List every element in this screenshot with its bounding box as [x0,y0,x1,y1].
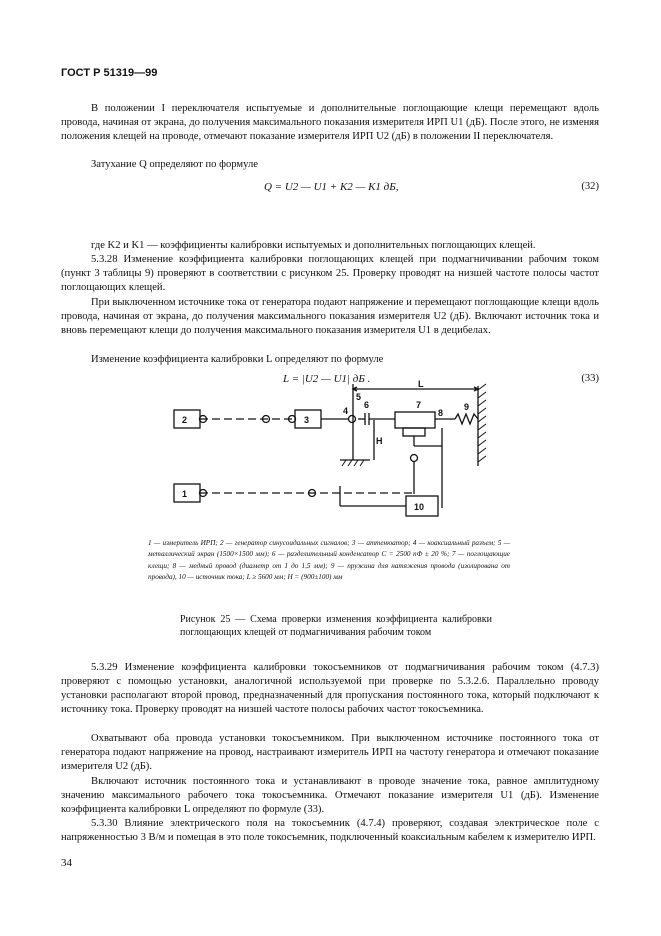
diagram-label-9: 9 [464,402,470,412]
diagram-label-2: 2 [182,415,188,425]
formula-33: L = |U2 — U1| дБ . [283,373,371,385]
diagram-label-4: 4 [343,406,349,416]
diagram-label-7: 7 [416,400,422,410]
formula-32: Q = U2 — U1 + K2 — K1 дБ, [264,181,399,193]
paragraph-1: В положении I переключателя испытуемые и дополнительные поглощающие клещи перемещают вдоль провода, начиная от экрана, до получения максимального показания измерителя ИРП U1 (дБ). После этого, не изменяя положения клещей на проводе, отмечают показание измерителя ИРП U2 (дБ) в положении II переключателя. [61,103,599,143]
paragraph-7: 5.3.29 Изменение коэффициента калибровки токосъемников от подмагничивания рабочим током (4.7.3) проверяют с помощью установки, аналогичной используемой при проверке по 5.3.2.6. Параллельно проводу установки располагают второй провод, предназначенный для пропускания постоянного тока, который подключают к источнику тока. Проверку проводят на низшей частоте полосы рабочих частот токосъемника. [61,662,599,716]
equation-number-32: (32) [581,181,599,192]
diagram-label-6: 6 [364,400,370,410]
diagram-label-1: 1 [182,489,188,499]
diagram-label-10: 10 [414,502,425,512]
paragraph-10: 5.3.30 Влияние электрического поля на токосъемник (4.7.4) проверяют, создавая электрическое поле с напряженностью 3 В/м и помещая в это поле токосъемник, подключенный коаксиальным кабелем к измерителю ИРП. [61,818,599,844]
diagram-label-H: H [376,436,383,446]
paragraph-2: Затухание Q определяют по формуле [91,159,258,170]
paragraph-5: При выключенном источнике тока от генератора подают напряжение и перемещают поглощающие клещи вдоль провода, начиная от экрана, до получения максимального показания измерителя U2 (дБ). Включают источник тока и вновь перемещают клещи до получения максимального показания измерителя U1 в децибелах. [61,297,599,337]
paragraph-4: 5.3.28 Изменение коэффициента калибровки поглощающих клещей при подмагничивании рабочим током (пункт 3 таблицы 9) проверяют в соответствии с рисунком 25. Проверку проводят на низшей частоте полосы частот поглощающих клещей. [61,254,599,294]
test-setup-diagram [160,380,500,530]
paragraph-9: Включают источник постоянного тока и устанавливают в проводе значение тока, равное амплитудному значению максимального рабочего тока токосъемника. Отмечают показание измерителя U1 (дБ). Изменение коэффициента калибровки L определяют по формуле (33). [61,776,599,816]
paragraph-3: где K2 и K1 — коэффициенты калибровки испытуемых и дополнительных поглощающих клещей. [91,240,536,251]
diagram-label-5: 5 [356,392,362,402]
figure-legend: 1 — измеритель ИРП; 2 — генератор синусоидальных сигналов; 3 — аттенюатор; 4 — коаксиальный разъем; 5 — металлический экран (1500×1500 мм); 6 — разделительный конденсатор C = 2500 пФ ± 20 %; 7 — поглощающие клещи; 8 — медный провод (диаметр от 1 до 1,5 мм); 9 — пружина для натяжения провода (изолирована от провода), 10 — источник тока; L ≥ 5600 мм; H = (900±100) мм [148,539,510,582]
paragraph-6: Изменение коэффициента калибровки L определяют по формуле [91,354,384,365]
diagram-label-8: 8 [438,408,444,418]
diagram-label-L: L [418,380,424,389]
figure-caption: Рисунок 25 — Схема проверки изменения коэффициента калибровки поглощающих клещей от подмагничивания рабочим током [180,614,492,638]
paragraph-8: Охватывают оба провода установки токосъемником. При выключенном источнике постоянного тока от генератора подают напряжение на провод, настраивают измеритель ИРП на частоту генератора и отмечают показание измерителя U2 (дБ). [61,733,599,773]
diagram-label-3: 3 [304,415,310,425]
page-number: 34 [61,857,72,869]
document-header: ГОСТ Р 51319—99 [61,67,158,79]
equation-number-33: (33) [581,373,599,384]
